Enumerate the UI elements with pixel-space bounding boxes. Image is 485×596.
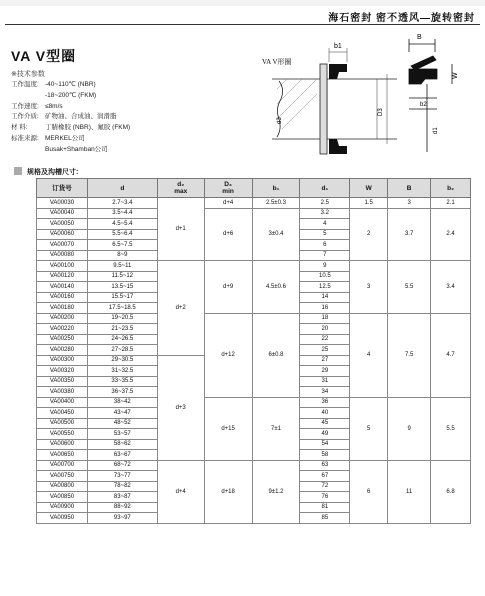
cell-d1: 4 <box>300 219 350 230</box>
cell-d: 63~67 <box>87 450 157 461</box>
cell-d2: d+4 <box>157 460 204 523</box>
cell-order-no: VA00050 <box>37 219 88 230</box>
cell-d: 29~30.5 <box>87 355 157 366</box>
header-title: 海石密封 密不透风—旋转密封 <box>328 13 475 24</box>
cell-d1: 10.5 <box>300 271 350 282</box>
cell-d1: 76 <box>300 492 350 503</box>
cell-order-no: VA00250 <box>37 334 88 345</box>
cell-order-no: VA00080 <box>37 250 88 261</box>
cell-order-no: VA00160 <box>37 292 88 303</box>
cell-d: 31~32.5 <box>87 366 157 377</box>
cell-order-no: VA00070 <box>37 240 88 251</box>
cell-d: 8~9 <box>87 250 157 261</box>
cell-d: 27~28.5 <box>87 345 157 356</box>
cell-order-no: VA00120 <box>37 271 88 282</box>
cell-W: 3 <box>350 261 388 314</box>
cell-d1: 81 <box>300 502 350 513</box>
cell-order-no: VA00600 <box>37 439 88 450</box>
cell-order-no: VA00900 <box>37 502 88 513</box>
table-row <box>37 198 471 209</box>
cell-d1: 27 <box>300 355 350 366</box>
cell-order-no: VA00500 <box>37 418 88 429</box>
spec-speed-label: 工作速度: <box>11 103 39 110</box>
vring-section-top <box>329 64 347 79</box>
cell-d1: 40 <box>300 408 350 419</box>
spec-material-label: 材 料: <box>11 124 28 131</box>
B-label: B <box>417 34 422 41</box>
cell-order-no: VA00300 <box>37 355 88 366</box>
spec-speed <box>11 102 63 113</box>
cell-d1: 85 <box>300 513 350 524</box>
cell-b1: 2.5±0.3 <box>252 198 300 209</box>
cell-d1: 63 <box>300 460 350 471</box>
header-D3: D₃ min <box>204 179 252 198</box>
cell-d1: 9 <box>300 261 350 272</box>
cell-d: 88~92 <box>87 502 157 513</box>
cell-d1: 67 <box>300 471 350 482</box>
cell-B: 5.5 <box>388 261 431 314</box>
cell-d2: d+2 <box>157 261 204 356</box>
cell-W: 1.5 <box>350 198 388 209</box>
cell-W: 2 <box>350 208 388 261</box>
spec-speed-value: ≤8m/s <box>45 103 63 110</box>
cell-b2: 2.1 <box>431 198 471 209</box>
table-header-row <box>37 179 471 198</box>
cell-d1: 6 <box>300 240 350 251</box>
b2-label: b2 <box>420 102 427 108</box>
cell-order-no: VA00040 <box>37 208 88 219</box>
spec-material-value: 丁腈橡胶 (NBR)、氟胶 (FKM) <box>45 124 131 131</box>
cell-order-no: VA00400 <box>37 397 88 408</box>
cell-d1: 20 <box>300 324 350 335</box>
cell-d: 73~77 <box>87 471 157 482</box>
cell-W: 5 <box>350 397 388 460</box>
spec-standard-value-2: Busak+Shamban公司 <box>45 145 108 153</box>
spec-table <box>36 178 471 524</box>
cell-d: 53~57 <box>87 429 157 440</box>
cell-d1: 58 <box>300 450 350 461</box>
cell-d: 36~37.5 <box>87 387 157 398</box>
cell-b2: 3.4 <box>431 261 471 314</box>
cell-d: 4.5~5.4 <box>87 219 157 230</box>
header-b1: b₁ <box>252 179 300 198</box>
cell-d1: 25 <box>300 345 350 356</box>
cell-b2: 2.4 <box>431 208 471 261</box>
cell-d1: 36 <box>300 397 350 408</box>
cell-order-no: VA00320 <box>37 366 88 377</box>
cell-b1: 3±0.4 <box>252 208 300 261</box>
cell-d2: d+1 <box>157 198 204 261</box>
cell-d: 48~52 <box>87 418 157 429</box>
cell-order-no: VA00950 <box>37 513 88 524</box>
d3-label: D3 <box>378 108 384 116</box>
spec-standard <box>11 134 108 155</box>
spec-material <box>11 123 130 134</box>
cell-D3: d+15 <box>204 397 252 460</box>
cell-d: 15.5~17 <box>87 292 157 303</box>
cell-B: 11 <box>388 460 431 523</box>
cell-B: 3.7 <box>388 208 431 261</box>
vring-diagram <box>237 34 483 159</box>
cell-d1: 12.5 <box>300 282 350 293</box>
cell-order-no: VA00850 <box>37 492 88 503</box>
spec-media-value: 矿物油、合成油、润滑脂 <box>45 113 117 120</box>
dimension-lines <box>329 48 387 144</box>
cell-d1: 3.2 <box>300 208 350 219</box>
cell-d1: 49 <box>300 429 350 440</box>
cell-D3: d+12 <box>204 313 252 397</box>
cell-d1: 18 <box>300 313 350 324</box>
size-table-heading: 规格及沟槽尺寸: <box>27 169 79 176</box>
cell-d1: 34 <box>300 387 350 398</box>
header-d1: d₁ <box>300 179 350 198</box>
cell-D3: d+4 <box>204 198 252 209</box>
cell-D3: d+9 <box>204 261 252 314</box>
cell-order-no: VA00280 <box>37 345 88 356</box>
cell-b2: 5.5 <box>431 397 471 460</box>
page-title: VA V型圈 <box>11 48 77 64</box>
table-row <box>37 208 471 219</box>
table-row <box>37 460 471 471</box>
cell-d: 24~26.5 <box>87 334 157 345</box>
cell-order-no: VA00140 <box>37 282 88 293</box>
b1-label: b1 <box>334 43 342 50</box>
spec-media-label: 工作介质: <box>11 113 39 120</box>
cell-d: 21~23.5 <box>87 324 157 335</box>
cell-order-no: VA00030 <box>37 198 88 209</box>
header-d: d <box>87 179 157 198</box>
cell-order-no: VA00750 <box>37 471 88 482</box>
cell-D3: d+6 <box>204 208 252 261</box>
cell-d2: d+3 <box>157 355 204 460</box>
spec-temperature-value-1: -40~110℃ (NBR) <box>45 81 96 88</box>
cell-b1: 9±1.2 <box>252 460 300 523</box>
diagram-title: VA V形圈 <box>262 58 292 66</box>
spec-standard-label: 标准来源: <box>11 135 39 142</box>
cell-order-no: VA00350 <box>37 376 88 387</box>
vring-section-bottom <box>329 139 347 154</box>
cell-order-no: VA00450 <box>37 408 88 419</box>
top-bar <box>0 0 485 6</box>
cell-order-no: VA00220 <box>37 324 88 335</box>
header-rule <box>5 24 480 25</box>
cell-order-no: VA00060 <box>37 229 88 240</box>
cell-B: 9 <box>388 397 431 460</box>
spec-temperature-label: 工作温度: <box>11 81 39 88</box>
cell-order-no: VA00100 <box>37 261 88 272</box>
cell-d: 2.7~3.4 <box>87 198 157 209</box>
cell-d1: 14 <box>300 292 350 303</box>
cell-order-no: VA00650 <box>37 450 88 461</box>
cell-d: 38~42 <box>87 397 157 408</box>
cell-d: 33~35.5 <box>87 376 157 387</box>
cell-d1: 31 <box>300 376 350 387</box>
cell-order-no: VA00800 <box>37 481 88 492</box>
spec-standard-value-1: MERKEL公司 <box>45 135 85 142</box>
cell-d: 43~47 <box>87 408 157 419</box>
cell-D3: d+18 <box>204 460 252 523</box>
cell-d: 58~62 <box>87 439 157 450</box>
cell-d: 11.5~12 <box>87 271 157 282</box>
cell-d1: 29 <box>300 366 350 377</box>
cell-W: 4 <box>350 313 388 397</box>
cell-b1: 6±0.8 <box>252 313 300 397</box>
cell-d1: 22 <box>300 334 350 345</box>
cell-d: 13.5~15 <box>87 282 157 293</box>
cell-b2: 6.8 <box>431 460 471 523</box>
cell-d: 83~87 <box>87 492 157 503</box>
cell-d: 68~72 <box>87 460 157 471</box>
cell-d: 78~82 <box>87 481 157 492</box>
cell-B: 3 <box>388 198 431 209</box>
cell-d1: 5 <box>300 229 350 240</box>
d1-label: d1 <box>433 127 439 134</box>
W-label: W <box>452 72 459 79</box>
spec-media <box>11 112 117 123</box>
cell-d: 19~20.5 <box>87 313 157 324</box>
spec-temperature-value-2: -18~200℃ (FKM) <box>45 91 97 99</box>
table-row <box>37 313 471 324</box>
spec-table-body <box>37 198 471 524</box>
cell-d: 6.5~7.5 <box>87 240 157 251</box>
header-W: W <box>350 179 388 198</box>
header-B: B <box>388 179 431 198</box>
cell-d1: 7 <box>300 250 350 261</box>
cell-order-no: VA00380 <box>37 387 88 398</box>
cell-d: 3.5~4.4 <box>87 208 157 219</box>
cell-d1: 16 <box>300 303 350 314</box>
cell-b2: 4.7 <box>431 313 471 397</box>
cell-d: 5.5~6.4 <box>87 229 157 240</box>
header-order-no: 订货号 <box>37 179 88 198</box>
section-marker-icon <box>14 167 22 175</box>
cell-b1: 7±1 <box>252 397 300 460</box>
specs-heading: ※技术参数 <box>11 71 45 78</box>
cell-d1: 54 <box>300 439 350 450</box>
cell-d: 93~97 <box>87 513 157 524</box>
cell-order-no: VA00180 <box>37 303 88 314</box>
cell-d1: 2.5 <box>300 198 350 209</box>
cell-b1: 4.5±0.6 <box>252 261 300 314</box>
cell-d: 17.5~18.5 <box>87 303 157 314</box>
header-b2: b₂ <box>431 179 471 198</box>
cell-d: 9.5~11 <box>87 261 157 272</box>
cell-W: 6 <box>350 460 388 523</box>
cell-B: 7.5 <box>388 313 431 397</box>
table-row <box>37 261 471 272</box>
cell-d1: 72 <box>300 481 350 492</box>
cell-order-no: VA00200 <box>37 313 88 324</box>
vring-profile <box>409 39 452 152</box>
spec-temperature <box>11 80 96 101</box>
cell-order-no: VA00700 <box>37 460 88 471</box>
table-row <box>37 397 471 408</box>
cell-order-no: VA00550 <box>37 429 88 440</box>
d2-label: d3 <box>277 117 283 124</box>
cell-d1: 45 <box>300 418 350 429</box>
header-d2: d₂ max <box>157 179 204 198</box>
